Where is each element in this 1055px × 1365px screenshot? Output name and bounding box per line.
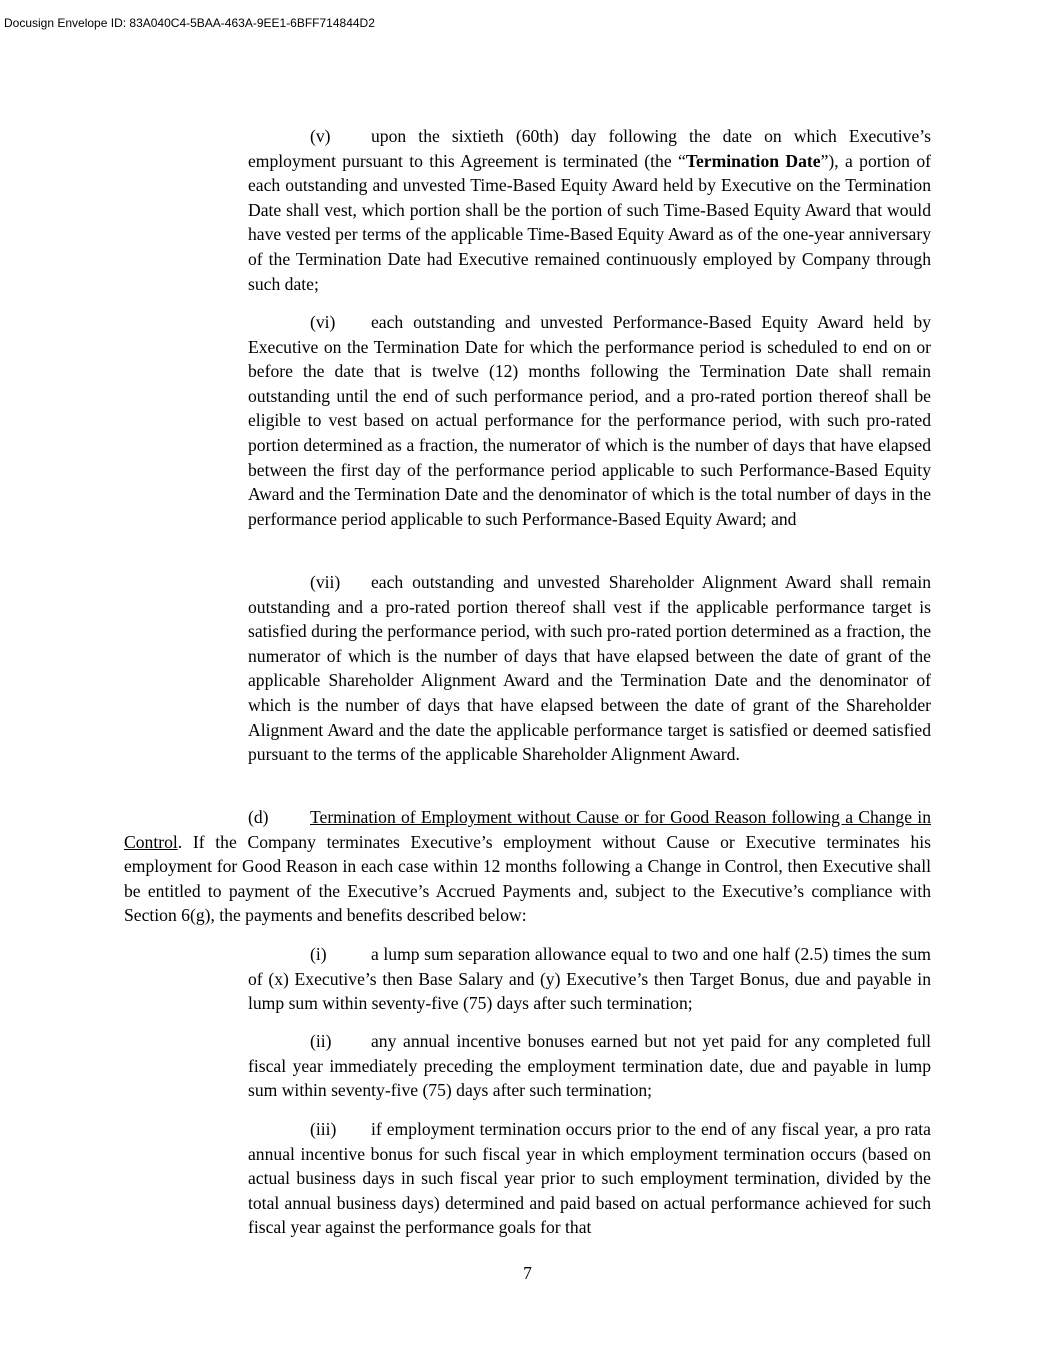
paragraph-iii (248, 1117, 931, 1240)
section-heading: Termination of Employment without Cause or for Good Reason following a Change in Control (124, 807, 931, 852)
paragraph-vi (248, 310, 931, 531)
docusign-envelope-id: Docusign Envelope ID: 83A040C4-5BAA-463A-9EE1-6BFF714844D2 (4, 16, 375, 30)
paragraph-number: (iii) (310, 1119, 337, 1139)
paragraph-number: (v) (310, 126, 331, 146)
paragraph-i (248, 942, 931, 1016)
paragraph-text: each outstanding and unvested Performance-Based Equity Award held by Executive on the Termination Date for which the performance period is scheduled to end on or before the date that is twelve (12) months following the Termination Date shall remain outstanding until the end of such performance period, and a pro-rated portion thereof shall be eligible to vest based on actual performance for the performance period, with such pro-rated portion determined as a fraction, the numerator of which is the number of days that have elapsed between the first day of the performance period applicable to such Performance-Based Equity Award and the Termination Date and the denominator of which is the total number of days in the performance period applicable to such Performance-Based Equity Award; and (248, 312, 931, 529)
paragraph-number: (i) (310, 944, 327, 964)
page-number: 7 (523, 1263, 532, 1283)
defined-term: Termination Date (685, 150, 821, 171)
paragraph-vii (248, 570, 931, 767)
paragraph-number: (vii) (310, 572, 341, 592)
paragraph-v (248, 124, 931, 296)
paragraph-text: each outstanding and unvested Shareholder Alignment Award shall remain outstanding and a pro-rated portion thereof shall vest if the applicable performance target is satisfied during the performance period, with such pro-rated portion determined as a fraction, the numerator of which is the number of days that have elapsed between the date of grant of the applicable Shareholder Alignment Award and the Termination Date and the denominator of which is the number of days that have elapsed between the date of grant of the Shareholder Alignment Award and the date the applicable performance target is satisfied or deemed satisfied pursuant to the terms of the applicable Shareholder Alignment Award. (248, 572, 931, 765)
paragraph-d (124, 805, 931, 928)
paragraph-number: (vi) (310, 312, 336, 332)
paragraph-text: any annual incentive bonuses earned but not yet paid for any completed full fiscal year immediately preceding the employment termination date, due and payable in lump sum within seventy-five (75) days after such termination; (248, 1031, 931, 1101)
paragraph-number: (ii) (310, 1031, 332, 1051)
paragraph-ii (248, 1029, 931, 1103)
paragraph-text: a lump sum separation allowance equal to two and one half (2.5) times the sum of (x) Executive’s then Base Salary and (y) Executive’s then Target Bonus, due and payable in lump sum within seventy-five (75) days after such termination; (248, 944, 931, 1014)
paragraph-text: ”), a portion of each outstanding and unvested Time-Based Equity Award held by Executive on the Termination Date shall vest, which portion shall be the portion of such Time-Based Equity Award that would have vested per terms of the applicable Time-Based Equity Award as of the one-year anniversary of the Termination Date had Executive remained continuously employed by Company through such date; (248, 150, 931, 294)
paragraph-text: upon the sixtieth (60th) day following the date on which Executive’s employment pursuant to this Agreement is terminated (the “ (248, 126, 931, 171)
paragraph-text: if employment termination occurs prior to the end of any fiscal year, a pro rata annual incentive bonus for such fiscal year in which employment termination occurs (based on actual business days in such fiscal year prior to such employment termination, divided by the total annual business days) determined and paid based on actual performance achieved for such fiscal year against the performance goals for that (248, 1119, 931, 1238)
paragraph-number: (d) (248, 807, 269, 827)
paragraph-text: . If the Company terminates Executive’s employment without Cause or Executive terminates his employment for Good Reason in each case within 12 months following a Change in Control, then Executive shall be entitled to payment of the Executive’s Accrued Payments and, subject to the Executive’s compliance with Section 6(g), the payments and benefits described below: (124, 831, 931, 926)
